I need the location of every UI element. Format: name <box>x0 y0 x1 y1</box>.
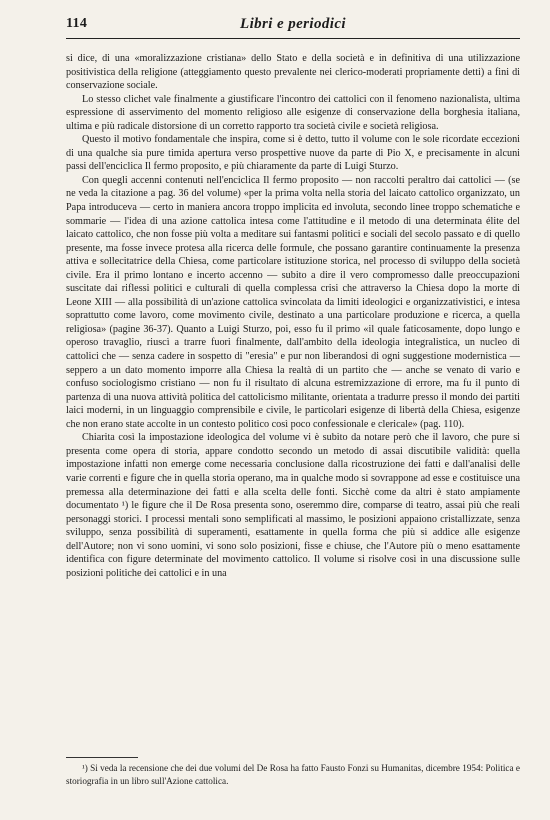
body-text <box>66 52 520 580</box>
paragraph: Con quegli accenni contenuti nell'enciclica Il fermo proposito — non raccolti peraltro dai cattolici — (se ne veda la citazione a pag. 36 del volume) «per la prima volta nella storia del laicato cattolico organizzato, un Papa introduceva — certo in maniera ancora troppo implicita ed involuta, secondo linee troppo schematiche e sommarie — l'idea di una azione cattolica intesa come l'attitudine e il metodo di una determinata élite del laicato cattolico, che non fosse più volta a meditare sui fantasmi politici e sociali del secolo passato e di quello presente, ma fosse invece protesa alla ricerca delle formule, che possano garantire continuamente la presenza attiva e sollecitatrice della Chiesa, come particolare istituzione storica, nel processo di sviluppo della società civile. Era il primo lontano e incerto accenno — subito a dire il vero compromesso dalle preoccupazioni suscitate dai riflessi politici e culturali di quella complessa crisi che attraverso la Chiesa dopo la morte di Leone XIII — alla possibilità di un'azione cattolica svincolata da limiti ideologici e organizzativistici, e intesa soprattutto come lavoro, come movimento civile, destinato a una particolare produzione e ricerca, a quella religiosa» (pagine 36-37). Quanto a Luigi Sturzo, poi, esso fu il primo «il quale faticosamente, dopo lungo e operoso travaglio, riuscì a trarre fuori finalmente, dall'ambito della ideologia integralistica, un nucleo di cattolici che — senza cadere in sospetto di "eresia" e pur non liberandosi di ogni suggestione modernistica — seppero a un dato momento imporre alla Chiesa la realtà di un partito che — anche se venato di vario e confuso sociologismo cristiano — non fu il risultato di alcuna estremizzazione di errore, ma fu il punto di partenza di una nuova attività politica del cattolicismo militante, orientata a tradurre presso il mondo dei partiti laici moderni, in un linguaggio comprensibile e civile, le particolari esigenze di libertà della Chiesa, esigenze che non erano state accolte in un contesto politico così poco confessionale e clericale» (pag. 110). <box>66 174 520 430</box>
paragraph: si dice, di una «moralizzazione cristiana» dello Stato e della società e in definitiva di una utilizzazione positivistica della religione (atteggiamento questo prevalente nei clerico-moderati propriamente detti) a fini di conservazione sociale. <box>66 53 520 92</box>
footnote-text: ¹) Si veda la recensione che dei due volumi del De Rosa ha fatto Fausto Fonzi su Humanitas, dicembre 1954: Politica e storiografia in un libro sull'Azione cattolica. <box>66 763 520 786</box>
paragraph: Chiarita così la impostazione ideologica del volume vi è subito da notare però che il lavoro, che pure si presenta come opera di storia, appare condotto secondo un metodo di assai discutibile validità: quella impostazione infatti non emerge come necessaria conclusione dalla ricostruzione dei fatti e dall'analisi delle varie correnti e figure che in quella storia operano, ma in qualche modo si sovrappone ad esse e costituisce una premessa alla determinazione dei fatti e alla scelta delle fonti. Sicchè come da altri è stato ampiamente documentato ¹) le figure che il De Rosa presenta sono, oseremmo dire, comparse di teatro, assai più che reali personaggi storici. I processi mentali sono semplificati al massimo, le posizioni appaiono cristallizzate, senza sviluppo, senza possibilità di superamenti, esattamente in quella forma che più si addice alle esigenze dell'Autore; non vi sono uomini, vi sono solo posizioni, fisse e chiuse, che l'Autore più o meno esattamente identifica con figure determinate del movimento cattolico. Il volume si risolve così in una discussione sulle posizioni politiche dei cattolici e in una <box>66 432 520 579</box>
page-header <box>66 16 520 39</box>
page-number: 114 <box>66 16 88 31</box>
paragraph: Questo il motivo fondamentale che inspira, come si è detto, tutto il volume con le sole ricordate eccezioni di una qualche sia pure timida apertura verso prospettive nuove da parte di Pio X, e precisamente in alcuni passi dell'enciclica Il fermo proposito, e più chiaramente da parte di Luigi Sturzo. <box>66 134 520 173</box>
paragraph: Lo stesso clichet vale finalmente a giustificare l'incontro dei cattolici con il fenomeno nazionalista, ultima espressione di asservimento del momento religioso alle esigenze di conservazione della borghesia italiana, ultima e più radicale distorsione di un corretto rapporto tra società civile e società religiosa. <box>66 93 520 132</box>
footnote <box>66 762 520 787</box>
running-title: Libri e periodici <box>240 16 346 32</box>
footnote-divider <box>66 757 138 758</box>
